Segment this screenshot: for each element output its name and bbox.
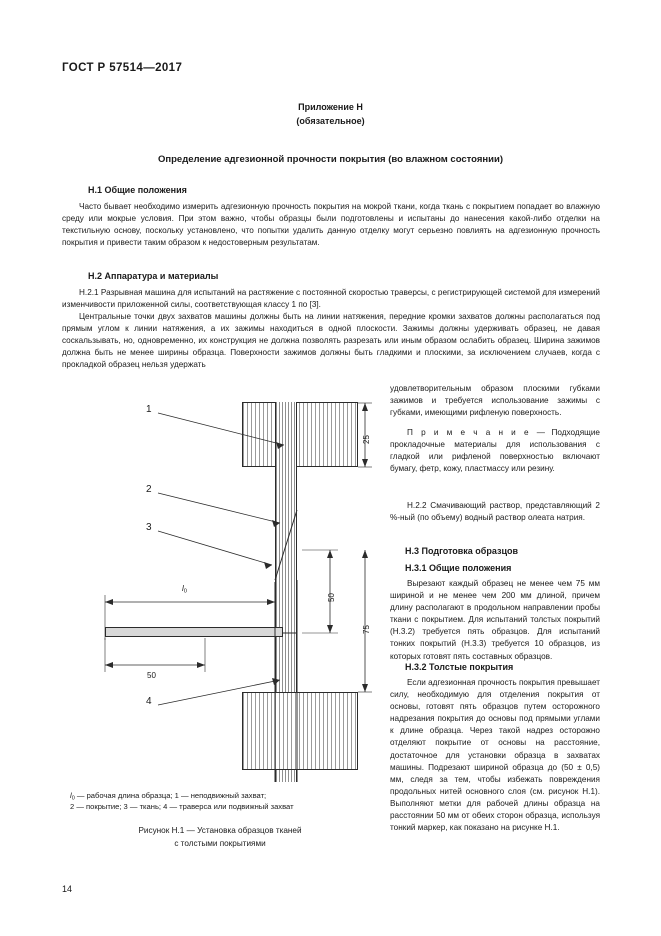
- figure-caption-line-2: с толстыми покрытиями: [174, 839, 266, 848]
- section-h1-heading: Н.1 Общие положения: [88, 185, 187, 195]
- section-h3-2-paragraph: Если адгезионная прочность покрытия превышает силу, необходимую для отделения покрытия от основы, готовят пять образцов путем осторожного надрезания покрытия до основы под прямыми углами к длине образца. Через такой надрез осторожно отделяют покрытие от основы на расстояние, достаточное для установки образца в захватах машины. Подрезают шириной образца до (50 ± 0,5) мм, следя за тем, чтобы избежать повреждения продольных нитей основного слоя (см. рисунок Н.1). Выполняют метки для рабочей длины образца на расстоянии 50 мм от обеих сторон образца, используя тонкий маркер, как показано на рисунке Н.1.: [390, 678, 600, 833]
- figure-legend-line-2: 2 — покрытие; 3 — ткань; 4 — траверса или подвижный захват: [70, 802, 294, 811]
- right-column-paragraph-2: Н.2.2 Смачивающий раствор, представляющий 2 %-ный (по объему) водный раствор олеата натрия.: [390, 501, 600, 523]
- section-h2-1-paragraph: Н.2.1 Разрывная машина для испытаний на растяжение с постоянной скоростью траверсы, с регистрирующей системой для измерений изменчивости приложенной силы, соответствующая классу 1 по [3].: [62, 288, 600, 310]
- section-h1-paragraph: Часто бывает необходимо измерить адгезионную прочность покрытия на мокрой ткани, когда ткань с покрытием попадает во влажную среду или мокрые условия. При этом важно, чтобы образцы были подготовлены и испытаны до нанесения какой-либо отделки на текстильную основу, поскольку установлено, что попытки удалить данную отделку могут серьезно повлиять на адгезионную прочность покрытия и привести таким образом к недостоверным результатам.: [62, 202, 600, 248]
- section-h2-heading: Н.2 Аппаратура и материалы: [88, 271, 219, 281]
- figure-peel-line: [62, 390, 382, 790]
- right-column-note: П р и м е ч а н и е — Подходящие прокладочные материалы для использования с гладкой или рифленой поверхностью включают бумагу, фетр, кожу, пластмассу или резину.: [390, 428, 600, 474]
- figure-caption-line-1: Рисунок Н.1 — Установка образцов тканей: [138, 826, 302, 835]
- right-column-paragraph-1: удовлетворительным образом плоскими губками зажимов и требуется использование зажимы с губками, имеющими рифленую поверхность.: [390, 384, 600, 418]
- figure-callout-1: 1: [146, 404, 152, 415]
- figure-dim-l0: $l_0$: [182, 584, 187, 595]
- annex-obligatory: (обязательное): [296, 116, 365, 126]
- section-h2-2-paragraph: Центральные точки двух захватов машины должны быть на линии натяжения, передние кромки захватов должны располагаться под прямым углом к линии натяжения, а их зажимы находиться в одной плоскости. Зажимы должны удерживать образец, не давая соскальзывать, но, одновременно, их конструкция не должна позволять разрезать или иным образом ослабить образец. Ширина зажимов должна быть не менее ширины образца. Поверхности зажимов должны быть гладкими и плоскими, за исключением случаев, когда с прокладкой образец нельзя удержать: [62, 312, 600, 370]
- section-h3-heading: Н.3 Подготовка образцов: [405, 546, 519, 556]
- standard-number: ГОСТ Р 57514—2017: [62, 62, 183, 74]
- figure-h1: [62, 390, 382, 790]
- section-h3-1-heading: Н.3.1 Общие положения: [405, 563, 512, 573]
- note-label: П р и м е ч а н и е —: [407, 428, 547, 437]
- annex-label: Приложение Н: [298, 102, 363, 112]
- figure-callout-3: 3: [146, 522, 152, 533]
- figure-legend-line-1: $l_0$ — рабочая длина образца; 1 — неподвижный захват;: [70, 791, 267, 802]
- page-title: Определение адгезионной прочности покрытия (во влажном состоянии): [158, 154, 503, 165]
- section-h3-2-heading: Н.3.2 Толстые покрытия: [405, 662, 514, 672]
- figure-callout-2: 2: [146, 484, 152, 495]
- figure-dim-50-horizontal: 50: [147, 671, 156, 680]
- figure-dim-50-vertical: 50: [327, 593, 336, 602]
- figure-dim-75: 75: [362, 625, 371, 634]
- page-number: 14: [62, 884, 73, 894]
- figure-callout-4: 4: [146, 696, 152, 707]
- section-h3-1-paragraph: Вырезают каждый образец не менее чем 75 мм шириной и не менее чем 200 мм длиной, причем длину располагают в продольном направлении пробы ткани с покрытием. Для испытаний толстых покрытий (Н.3.2) требуется пять образцов. Для испытаний тонких покрытий (Н.3.3) требуется 10 образцов, из которых готовят пять составных образцов.: [390, 579, 600, 661]
- figure-dim-25: 25: [362, 435, 371, 444]
